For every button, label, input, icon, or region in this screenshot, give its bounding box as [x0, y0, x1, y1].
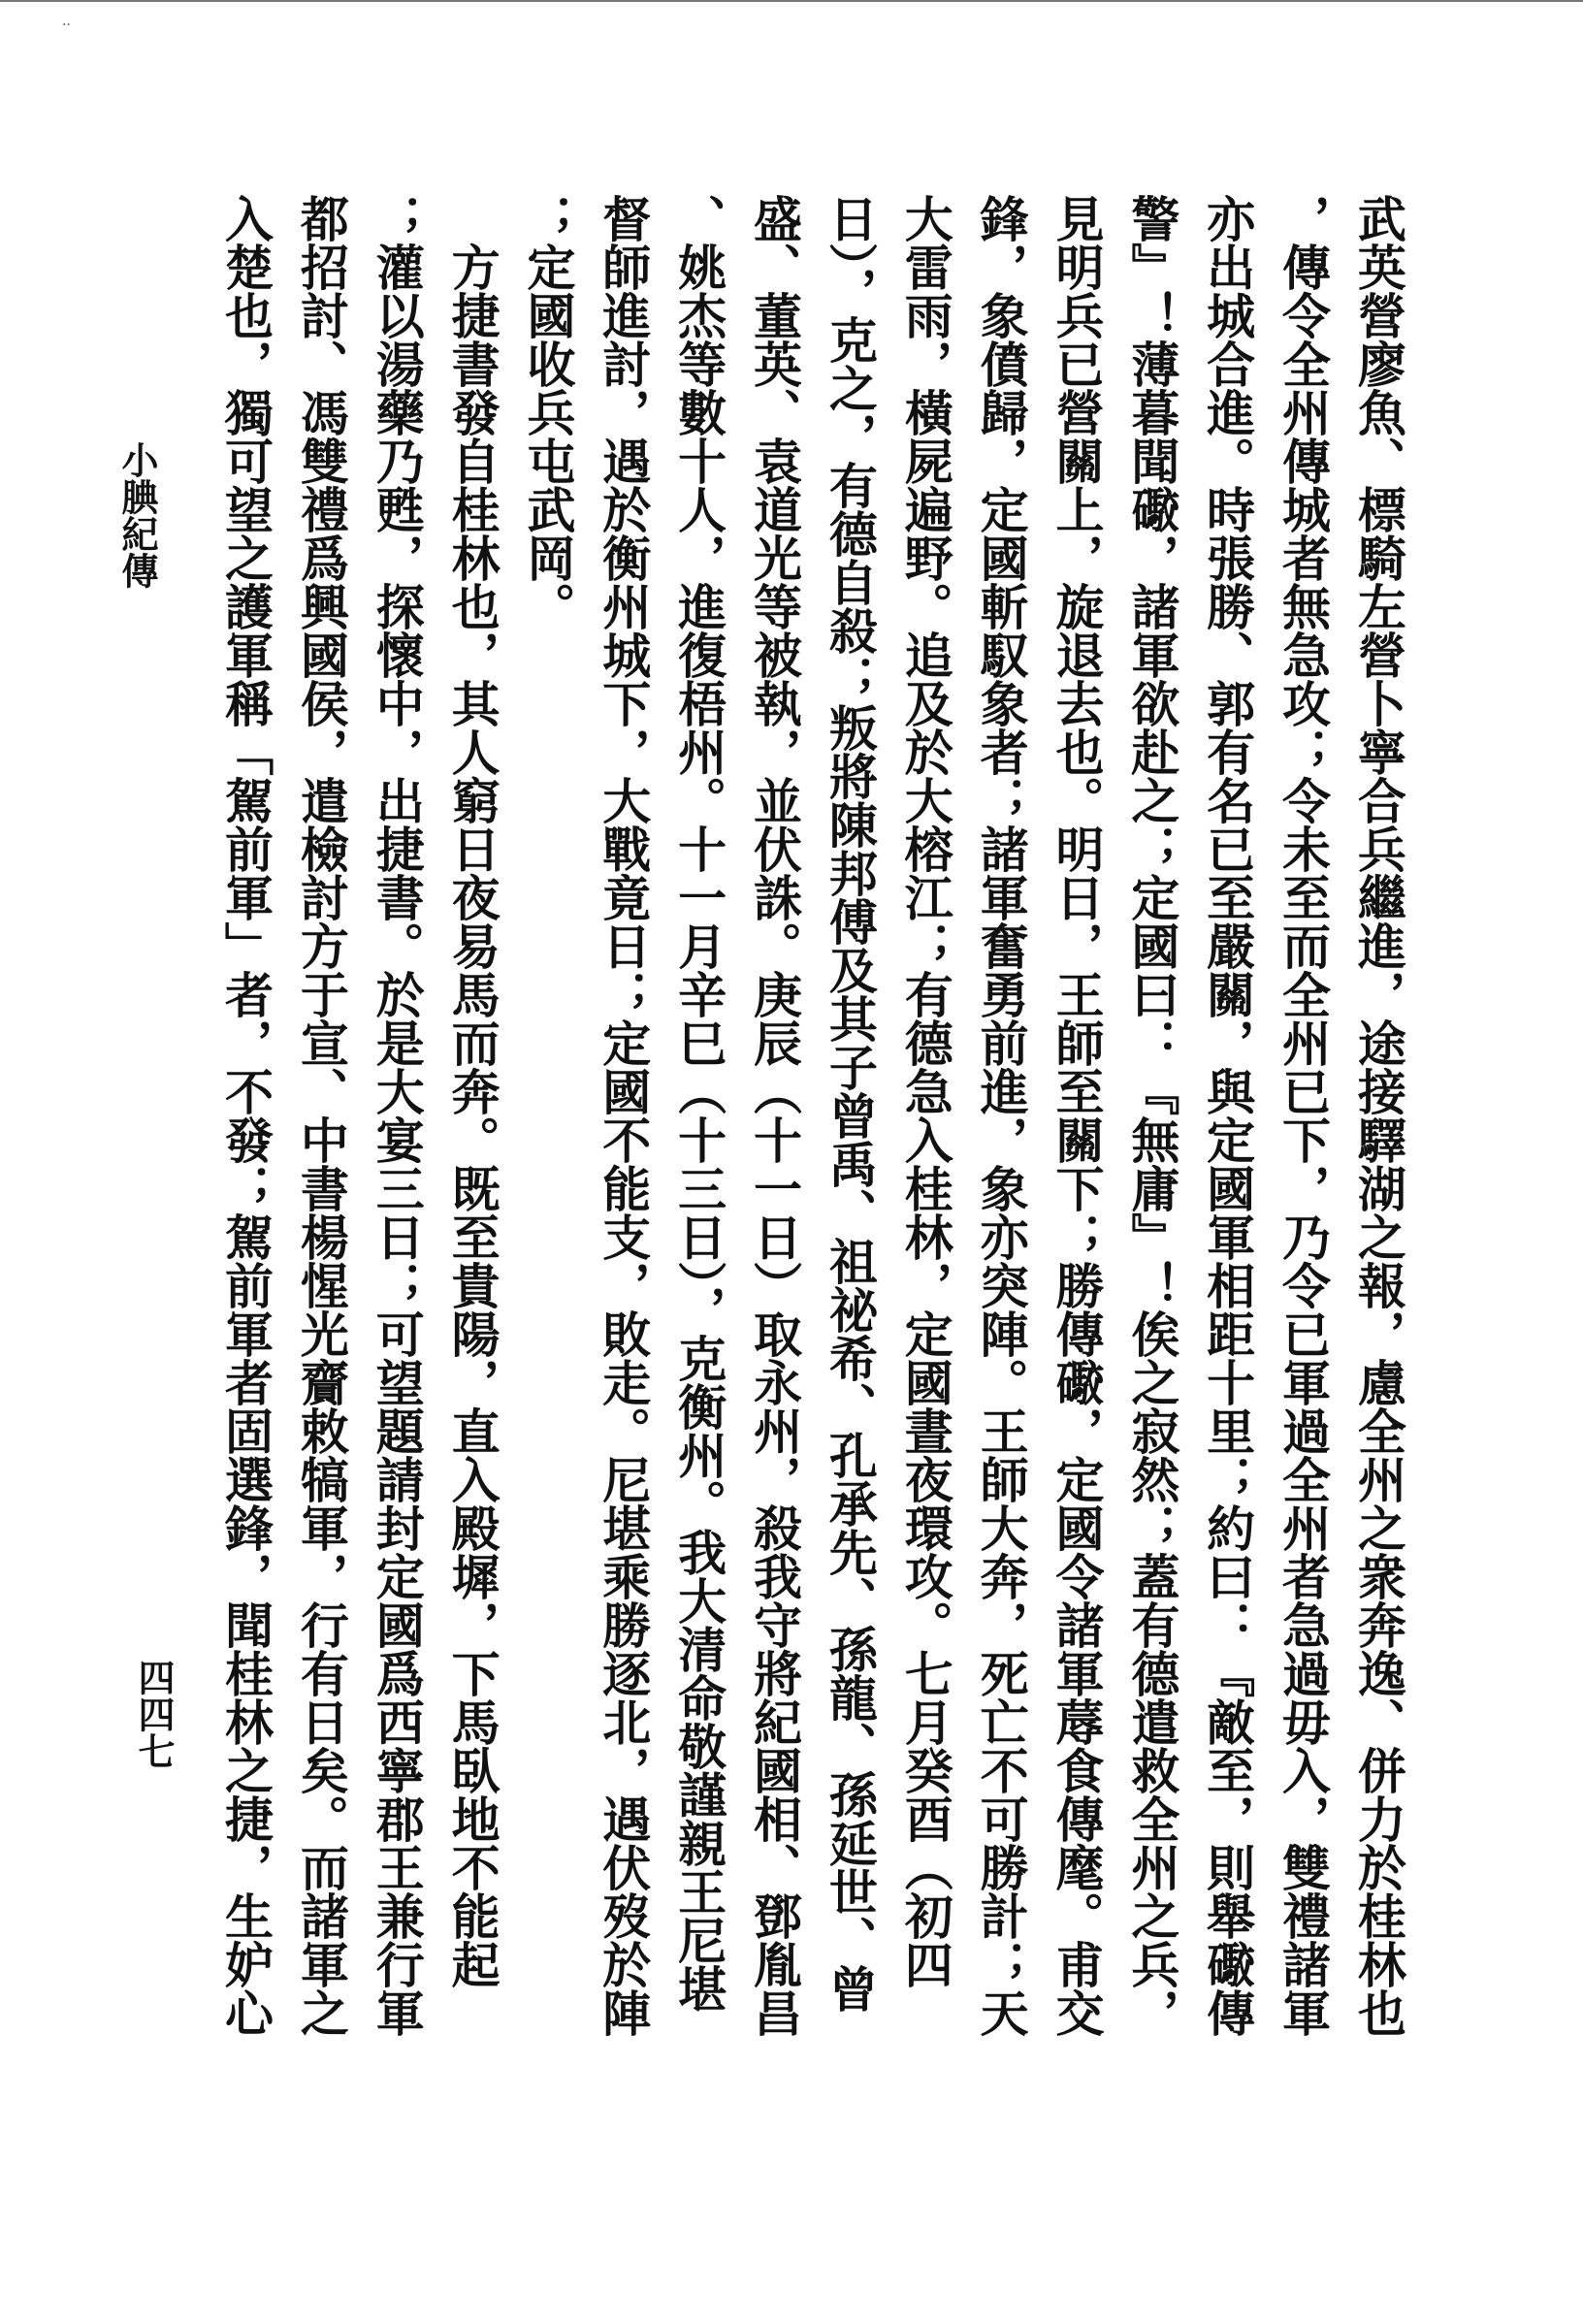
text-column: 見明兵已營關上，旋退去也。明日，王師至關下；勝傳礮，定國令諸軍蓐食傳麾。甫交	[1048, 194, 1106, 2037]
scan-speck: ··	[62, 17, 71, 33]
text-column: 、姚杰等數十人，進復梧州。十一月辛巳（十三日），克衡州。我大清命敬謹親王尼堪	[670, 194, 728, 2013]
text-column: 大雷雨，橫屍遍野。追及於大榕江；有德急入桂林，定國晝夜環攻。七月癸酉（初四	[896, 194, 954, 1988]
text-column: 警』！薄暮聞礮，諸軍欲赴之；定國曰：『無庸』！俟之寂然；蓋有德遣救全州之兵，	[1123, 194, 1181, 2037]
book-title-margin: 小腆紀傳	[115, 441, 159, 589]
text-column: ，傳令全州傳城者無急攻；令未至而全州已下，乃令已軍過全州者急過毋入，雙禮諸軍	[1275, 194, 1333, 2037]
text-column-paragraph-start: 方捷書發自桂林也，其人窮日夜易馬而奔。既至貴陽，直入殿墀，下馬臥地不能起	[443, 242, 501, 1988]
text-column: ；定國收兵屯武岡。	[519, 194, 577, 630]
text-column: 亦出城合進。時張勝、郭有名已至嚴關，與定國軍相距十里；約曰：『敵至，則舉礮傳	[1199, 194, 1257, 2037]
text-column: 盛、董英、袁道光等被執，並伏誅。庚辰（十一日）取永州，殺我守將紀國相、鄧胤昌	[746, 194, 804, 2037]
main-text-block	[210, 194, 1413, 2144]
text-column: 督師進討，遇於衡州城下，大戰竟日；定國不能支，敗走。尼堪乘勝逐北，遇伏歿於陣	[595, 194, 653, 2037]
text-column: 鋒，象僨歸，定國斬馭象者；諸軍奮勇前進，象亦突陣。王師大奔，死亡不可勝計；天	[972, 194, 1030, 2037]
text-column: 都招討、馮雙禮爲興國侯，遣檢討方于宣、中書楊惺光齎敕犒軍，行有日矣。而諸軍之	[292, 194, 350, 2037]
text-column: 武英營廖魚、標騎左營卜寧合兵繼進，途接驛湖之報，慮全州之衆奔逸、併力於桂林也	[1349, 194, 1407, 2037]
scan-edge-line	[0, 0, 1583, 2]
page-number: 四四七	[132, 1659, 176, 1769]
text-column: ；灌以湯藥乃甦，探懷中，出捷書。於是大宴三日；可望題請封定國爲西寧郡王兼行軍	[368, 194, 426, 2037]
text-column: 入楚也，獨可望之護軍稱「駕前軍」者，不發；駕前軍者固選鋒，聞桂林之捷，生妒心	[217, 194, 275, 2037]
text-column: 日），克之，有德自殺；叛將陳邦傅及其子曾禹、祖祕希、孔承先、孫龍、孫延世、曾	[821, 194, 879, 2013]
